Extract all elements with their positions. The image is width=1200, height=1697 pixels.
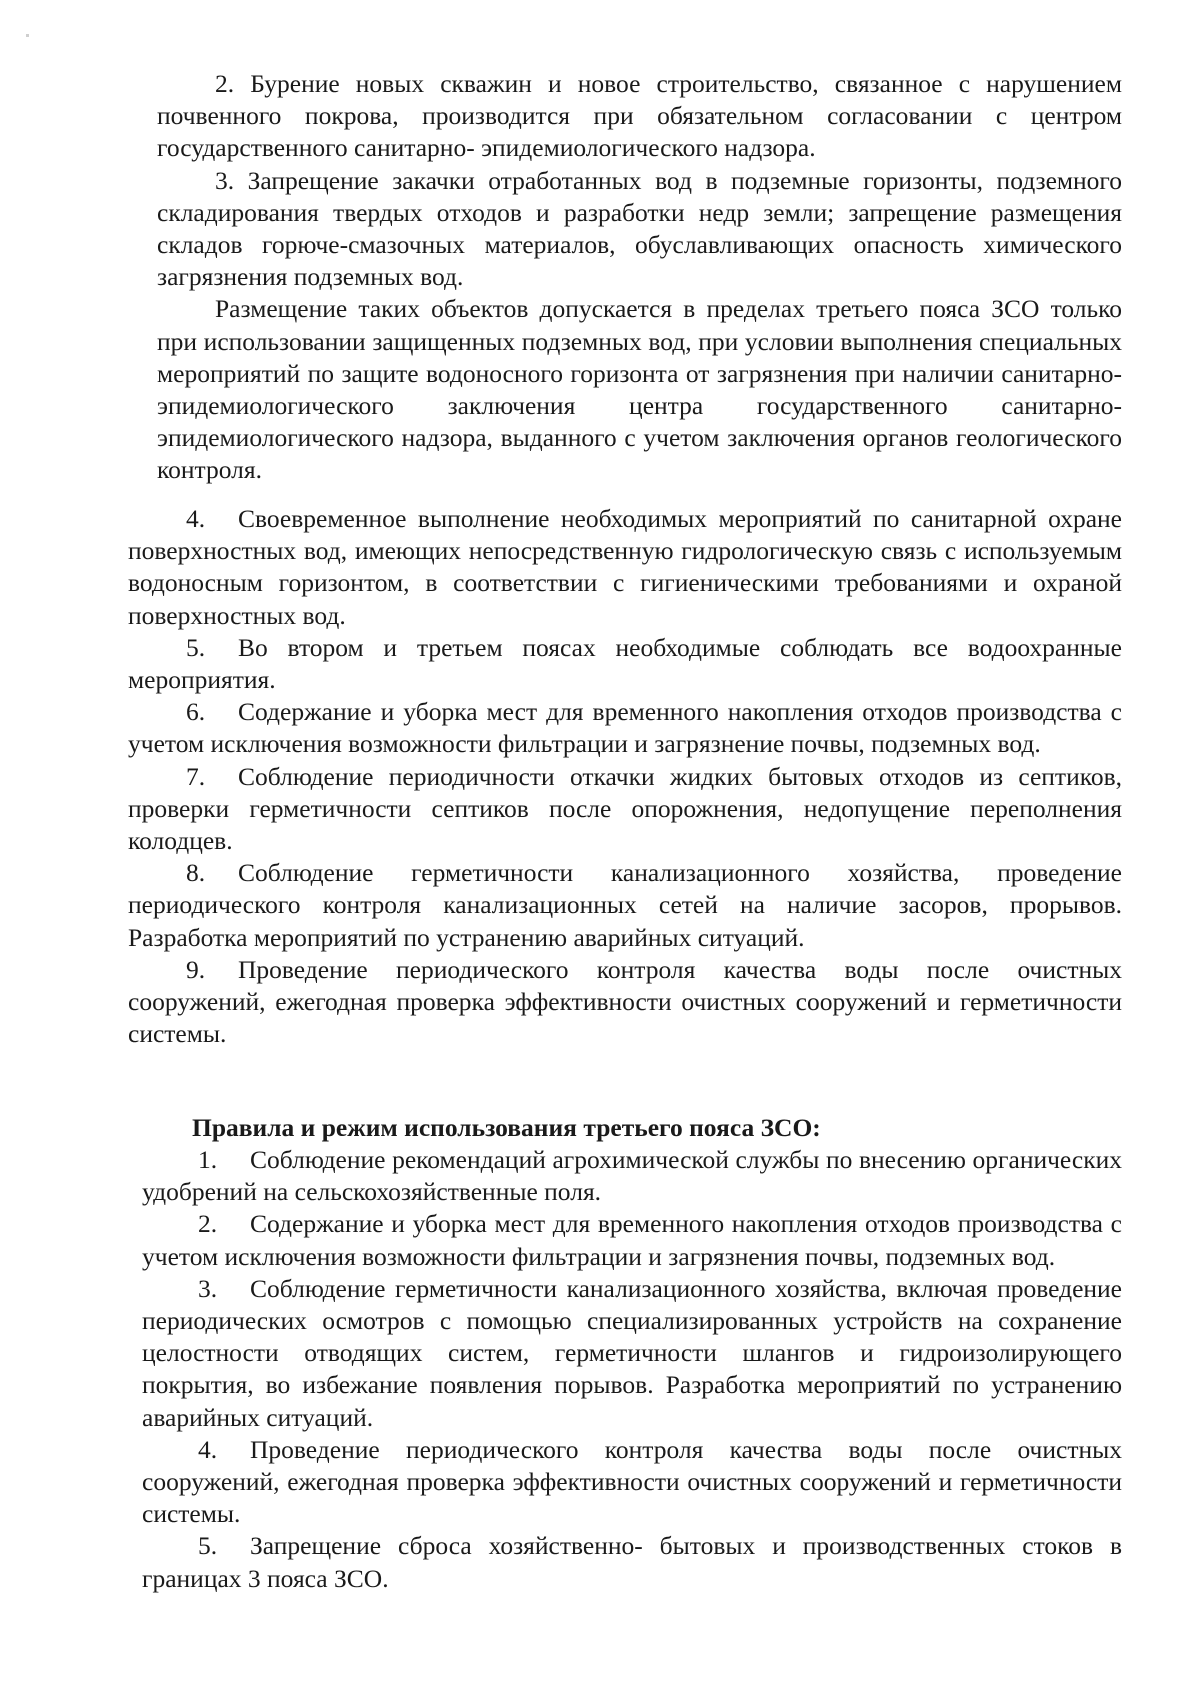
list-item-8 [128,857,1122,954]
list-text: Содержание и уборка мест для временного накопления отходов производства с учетом исключения возможности фильтрации и загрязнения почвы, подземных вод. [142,1209,1122,1271]
list-item-1 [142,1144,1122,1208]
section-heading: Правила и режим использования третьего пояса ЗСО: [192,1113,821,1142]
list-text: Содержание и уборка мест для временного накопления отходов производства с учетом исключения возможности фильтрации и загрязнение почвы, подземных вод. [128,697,1122,759]
list-number: 5. [198,1531,218,1561]
list-text: Соблюдение герметичности канализационного хозяйства, проведение периодического контроля канализационных сетей на наличие засоров, прорывов. Разработка мероприятий по устранению аварийных ситуаций. [128,858,1122,952]
section-top [157,68,1122,487]
list-text: Своевременное выполнение необходимых мероприятий по санитарной охране поверхностных вод, имеющих непосредственную гидрологическую связь с используемым водоносным горизонтом, в соответствии с гигиеническими требованиями и охраной поверхностных вод. [128,504,1122,630]
list-number: 7. [186,761,206,791]
list-item-2 [142,1208,1122,1272]
paragraph-3: 3. Запрещение закачки отработанных вод в подземные горизонты, подземного складирования твердых отходов и разработки недр земли; запрещение размещения складов горюче-смазочных материалов, обуславливающих опасность химического загрязнения подземных вод. [157,165,1122,292]
list-item-4 [142,1434,1122,1531]
section-list-second [142,1144,1122,1595]
list-number: 5. [186,632,206,662]
list-item-3 [142,1273,1122,1434]
paragraph-3-continuation: Размещение таких объектов допускается в пределах третьего пояса ЗСО только при использовании защищенных подземных вод, при условии выполнения специальных мероприятий по защите водоносного горизонта от загрязнения при наличии санитарно-эпидемиологического заключения центра государственного санитарно-эпидемиологического надзора, выданного с учетом заключения органов геологического контроля. [157,294,1122,485]
list-number: 9. [186,954,206,984]
list-item-6 [128,696,1122,760]
list-text: Запрещение сброса хозяйственно- бытовых и производственных стоков в границах 3 пояса ЗСО. [142,1531,1122,1593]
list-number: 4. [198,1434,218,1464]
list-text: Соблюдение периодичности откачки жидких бытовых отходов из септиков, проверки герметичности септиков после опорожнения, недопущение переполнения колодцев. [128,761,1122,856]
list-item-7 [128,761,1122,858]
list-item-9 [128,954,1122,1051]
list-number: 8. [186,858,206,888]
paragraph-2: 2. Бурение новых скважин и новое строительство, связанное с нарушением почвенного покрова, производится при обязательном согласовании с центром государственного санитарно- эпидемиологического надзора. [157,69,1122,163]
list-number: 6. [186,697,206,727]
list-text: Проведение периодического контроля качества воды после очистных сооружений, ежегодная проверка эффективности очистных сооружений и герметичности системы. [142,1434,1122,1529]
list-number: 3. [198,1273,218,1303]
list-number: 1. [198,1145,218,1174]
list-item-5 [128,632,1122,696]
list-number: 4. [186,504,206,533]
scan-speck [26,34,29,37]
list-text: Соблюдение рекомендаций агрохимической службы по внесению органических удобрений на сельскохозяйственные поля. [142,1145,1122,1207]
list-text: Во втором и третьем поясах необходимые соблюдать все водоохранные мероприятия. [128,632,1122,695]
list-item-5 [142,1530,1122,1594]
list-item-4 [128,503,1122,632]
list-text: Соблюдение герметичности канализационного хозяйства, включая проведение периодических осмотров с помощью специализированных устройств на сохранение целостности отводящих систем, герметичности шлангов и гидроизолирующего покрытия, во избежание появления порывов. Разработка мероприятий по устранению аварийных ситуаций. [142,1273,1122,1432]
list-number: 2. [198,1209,218,1239]
section-list-first [128,503,1122,1050]
list-text: Проведение периодического контроля качества воды после очистных сооружений, ежегодная проверка эффективности очистных сооружений и герметичности системы. [128,954,1122,1049]
